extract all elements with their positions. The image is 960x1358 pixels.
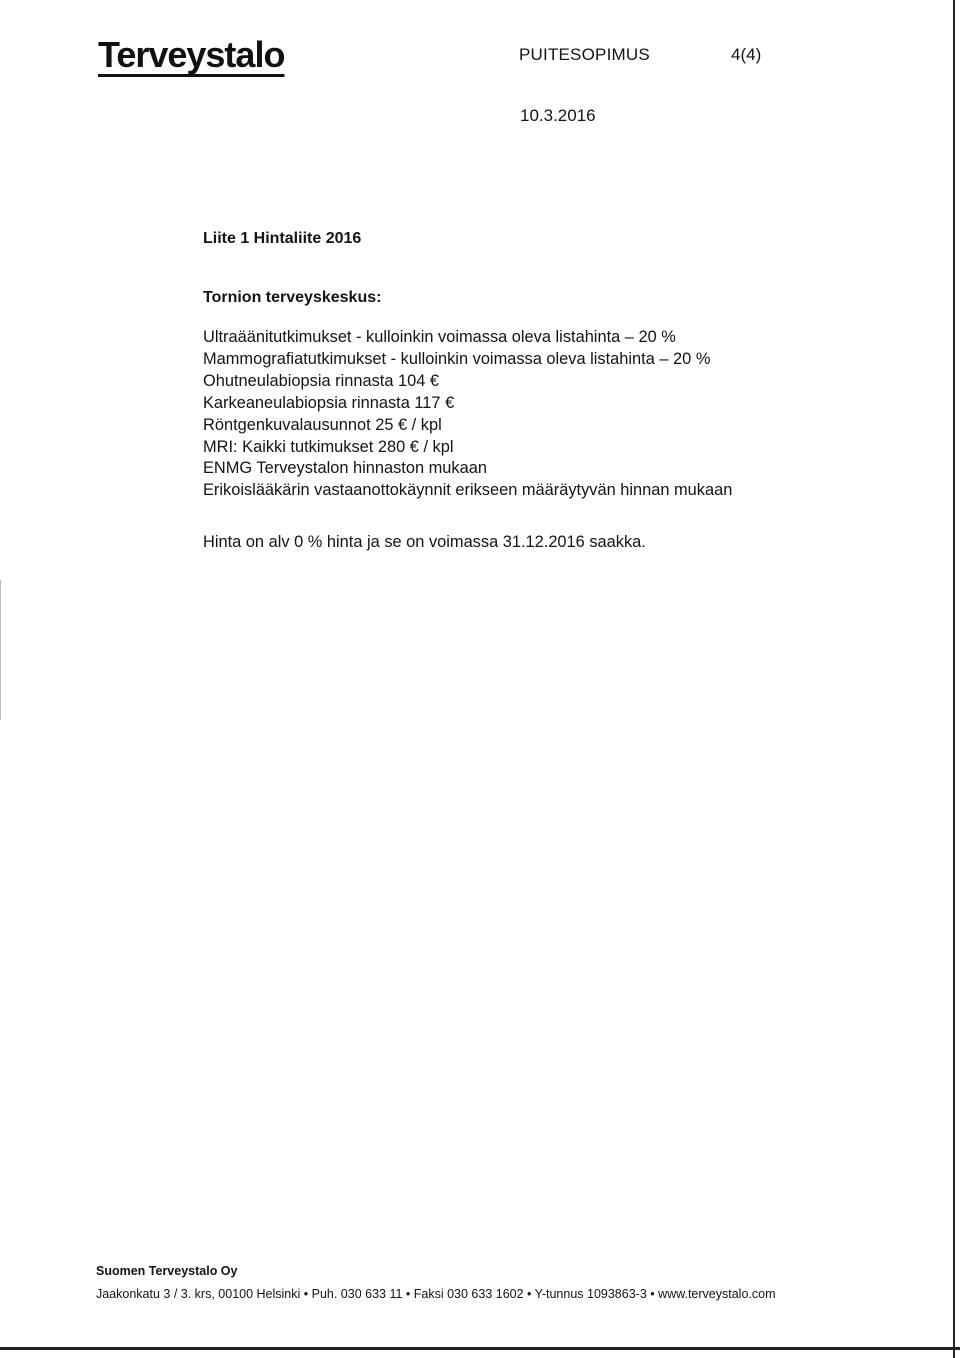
scan-border-right — [953, 0, 955, 1358]
document-type: PUITESOPIMUS — [519, 45, 650, 64]
price-item: Ohutneulabiopsia rinnasta 104 € — [203, 371, 440, 390]
price-item: Erikoislääkärin vastaanottokäynnit erikseen määräytyvän hinnan mukaan — [203, 481, 733, 500]
terveystalo-logo: Terveystalo — [98, 34, 285, 75]
document-date: 10.3.2016 — [520, 106, 596, 125]
scan-border-bottom — [0, 1347, 960, 1350]
footer-address: Jaakonkatu 3 / 3. krs, 00100 Helsinki • Puh. 030 633 11 • Faksi 030 633 1602 • Y-tunnus 1093863-3 • www.terveystalo.com — [96, 1287, 776, 1301]
health-center-title: Tornion terveyskeskus: — [203, 289, 382, 306]
vat-validity-note: Hinta on alv 0 % hinta ja se on voimassa 31.12.2016 saakka. — [203, 533, 646, 551]
price-item: Mammografiatutkimukset - kulloinkin voimassa oleva listahinta – 20 % — [203, 349, 711, 368]
price-list — [203, 327, 732, 502]
price-item: Karkeaneulabiopsia rinnasta 117 € — [203, 393, 455, 412]
price-item: ENMG Terveystalon hinnaston mukaan — [203, 459, 487, 478]
page-number: 4(4) — [731, 45, 762, 64]
scan-border-left — [0, 580, 1, 720]
price-item: Röntgenkuvalausunnot 25 € / kpl — [203, 415, 442, 434]
footer-company: Suomen Terveystalo Oy — [96, 1264, 238, 1278]
price-item: Ultraäänitutkimukset - kulloinkin voimassa oleva listahinta – 20 % — [203, 328, 676, 346]
price-item: MRI: Kaikki tutkimukset 280 € / kpl — [203, 437, 454, 456]
appendix-title: Liite 1 Hintaliite 2016 — [203, 230, 362, 247]
